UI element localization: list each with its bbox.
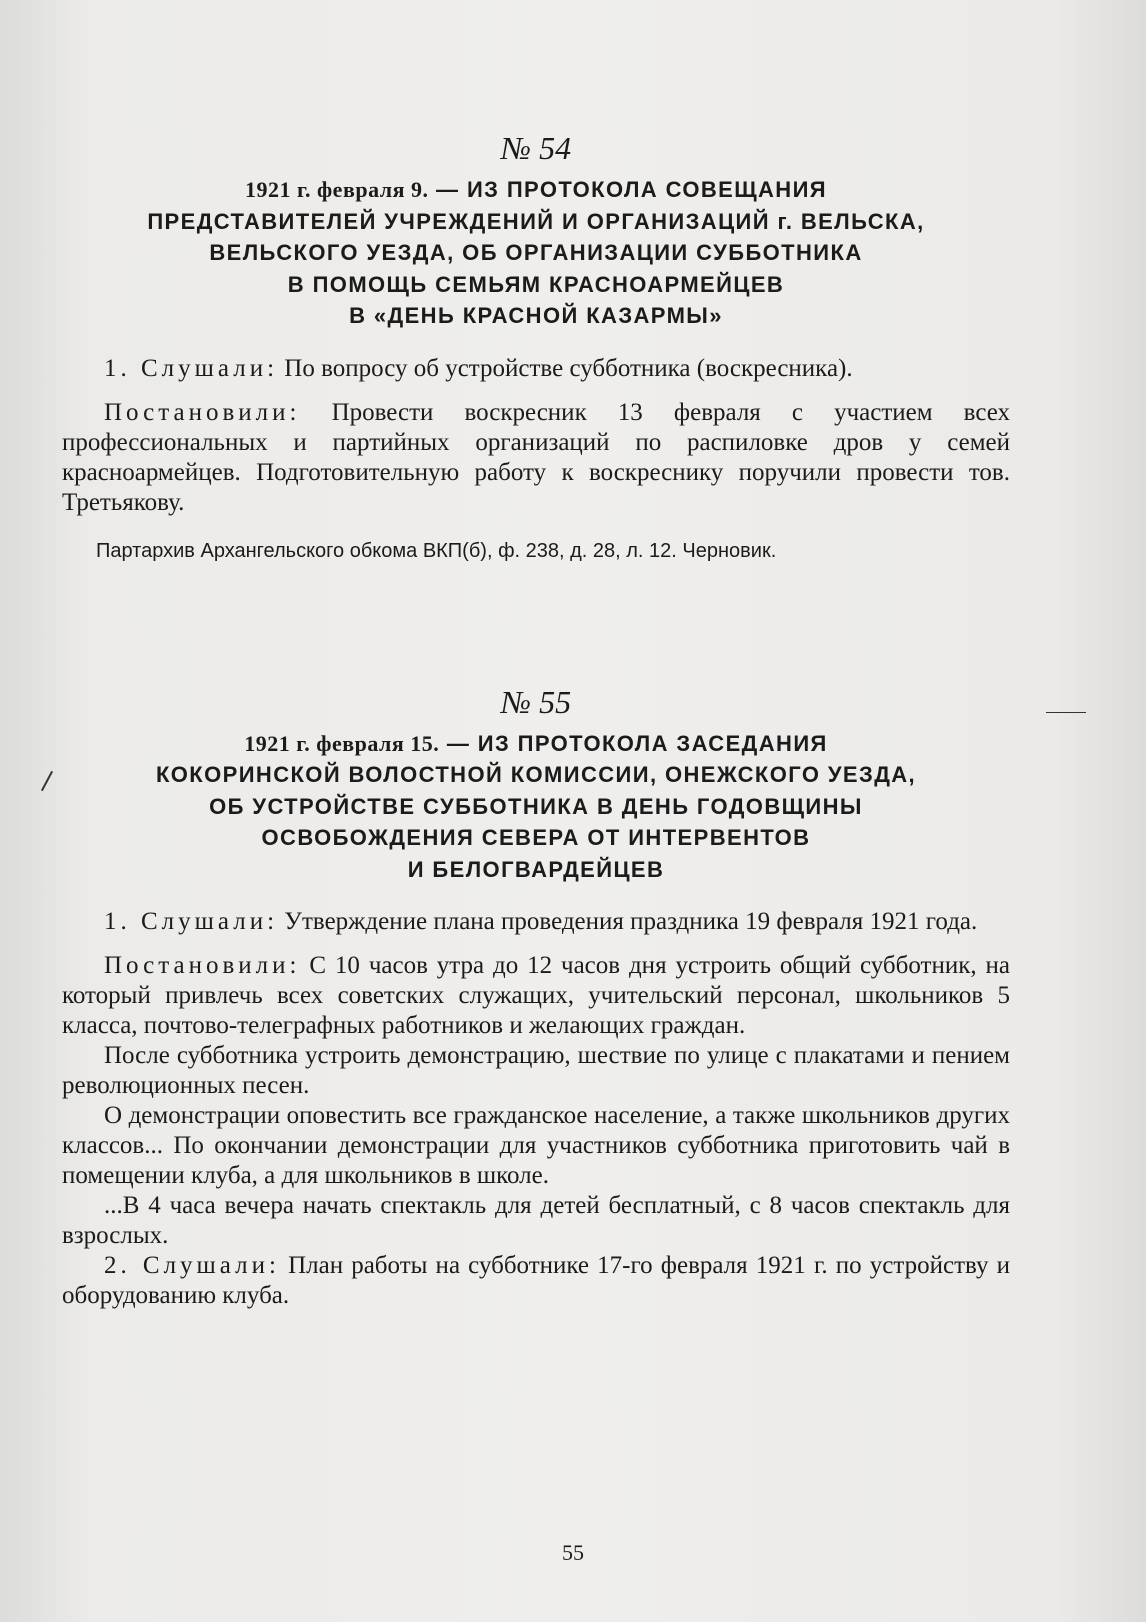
scan-mark-left — [41, 771, 53, 791]
heading-54-date: 1921 г. февраля 9. — [244, 177, 429, 202]
resolved-paragraph-55 — [62, 951, 1010, 1041]
page-number: 55 — [562, 1540, 584, 1565]
heading-55-line-5: И БЕЛОГВАРДЕЙЦЕВ — [407, 856, 665, 882]
heading-54-line-1-rest: — ИЗ ПРОТОКОЛА СОВЕЩАНИЯ — [428, 177, 828, 202]
document-55 — [62, 682, 1010, 1312]
heading-55-line-1 — [62, 728, 1010, 760]
heard-text-54: По вопросу об устройстве субботника (воскресника). — [278, 354, 853, 382]
heading-55-line-4: ОСВОБОЖДЕНИЯ СЕВЕРА ОТ ИНТЕРВЕНТОВ — [261, 825, 811, 850]
heading-54-line-3: ВЕЛЬСКОГО УЕЗДА, ОБ ОРГАНИЗАЦИИ СУББОТНИКА — [209, 240, 863, 265]
heard-label-55-2: 2. Слушали: — [104, 1252, 280, 1279]
document-number-55: № 55 — [500, 683, 572, 720]
resolved-label-54: Постановили: — [104, 398, 301, 426]
demonstration-paragraph: О демонстрации оповестить все гражданское население, а также школьников других классов... По окончании демонстрации для участников субботника приготовить чай в помещении клуба, а для школьников в школе. — [62, 1102, 1010, 1189]
heading-54-line-4: В ПОМОЩЬ СЕМЬЯМ КРАСНОАРМЕЙЦЕВ — [287, 271, 785, 297]
resolved-text-54: Провести воскресник 13 февраля с участием всех профессиональных и партийных организаций по распиловке дров у семей красноармейцев. Подготовительную работу к воскреснику поручили провести тов. Третьякову. — [62, 398, 1010, 516]
document-number-54: № 54 — [500, 130, 572, 166]
heading-54-line-1 — [62, 174, 1010, 206]
heading-55-date: 1921 г. февраля 15. — [244, 730, 440, 756]
after-subbotnik-paragraph: После субботника устроить демонстрацию, шествие по улице с плакатами и пением революционных песен. — [62, 1042, 1010, 1099]
resolved-paragraph-54 — [62, 398, 1010, 518]
document-heading-54 — [62, 174, 1010, 332]
heading-55-line-3: ОБ УСТРОЙСТВЕ СУББОТНИКА В ДЕНЬ ГОДОВЩИНЫ — [209, 793, 863, 819]
scan-mark-right — [1046, 712, 1086, 713]
heading-54-line-2: ПРЕДСТАВИТЕЛЕЙ УЧРЕЖДЕНИЙ И ОРГАНИЗАЦИЙ г. ВЕЛЬСКА, — [147, 208, 925, 234]
heading-55-line-2: КОКОРИНСКОЙ ВОЛОСТНОЙ КОМИССИИ, ОНЕЖСКОГО УЕЗДА, — [155, 762, 917, 787]
heard-label-55-1: 1. Слушали: — [104, 908, 279, 935]
heard-paragraph-55-2 — [62, 1251, 1010, 1311]
heading-54-line-5: В «ДЕНЬ КРАСНОЙ КАЗАРМЫ» — [349, 303, 723, 328]
heading-55-line-1-rest: — ИЗ ПРОТОКОЛА ЗАСЕДАНИЯ — [439, 730, 828, 756]
heard-text-55-2: План работы на субботнике 17-го февраля 1921 г. по устройству и оборудованию клуба. — [62, 1252, 1010, 1309]
archive-source-54: Партархив Архангельского обкома ВКП(б), ф. 238, д. 28, л. 12. Черновик. — [96, 539, 777, 562]
heard-label-54: 1. Слушали: — [104, 354, 279, 382]
heard-text-55-1: Утверждение плана проведения праздника 19 февраля 1921 года. — [278, 908, 978, 935]
heard-paragraph-55-1 — [62, 907, 1010, 937]
resolved-label-55: Постановили: — [104, 952, 301, 979]
document-heading-55 — [62, 728, 1010, 886]
document-54 — [62, 128, 1010, 564]
heard-paragraph-54 — [62, 354, 1010, 384]
text-column — [62, 128, 1010, 1311]
resolved-text-55: С 10 часов утра до 12 часов дня устроить общий субботник, на который привлечь всех советских служащих, учительский персонал, школьников 5 класса, почтово-телеграфных работников и желающих граждан. — [62, 952, 1010, 1039]
evening-performance-paragraph: ...В 4 часа вечера начать спектакль для детей бесплатный, с 8 часов спектакль для взрослых. — [62, 1192, 1010, 1249]
